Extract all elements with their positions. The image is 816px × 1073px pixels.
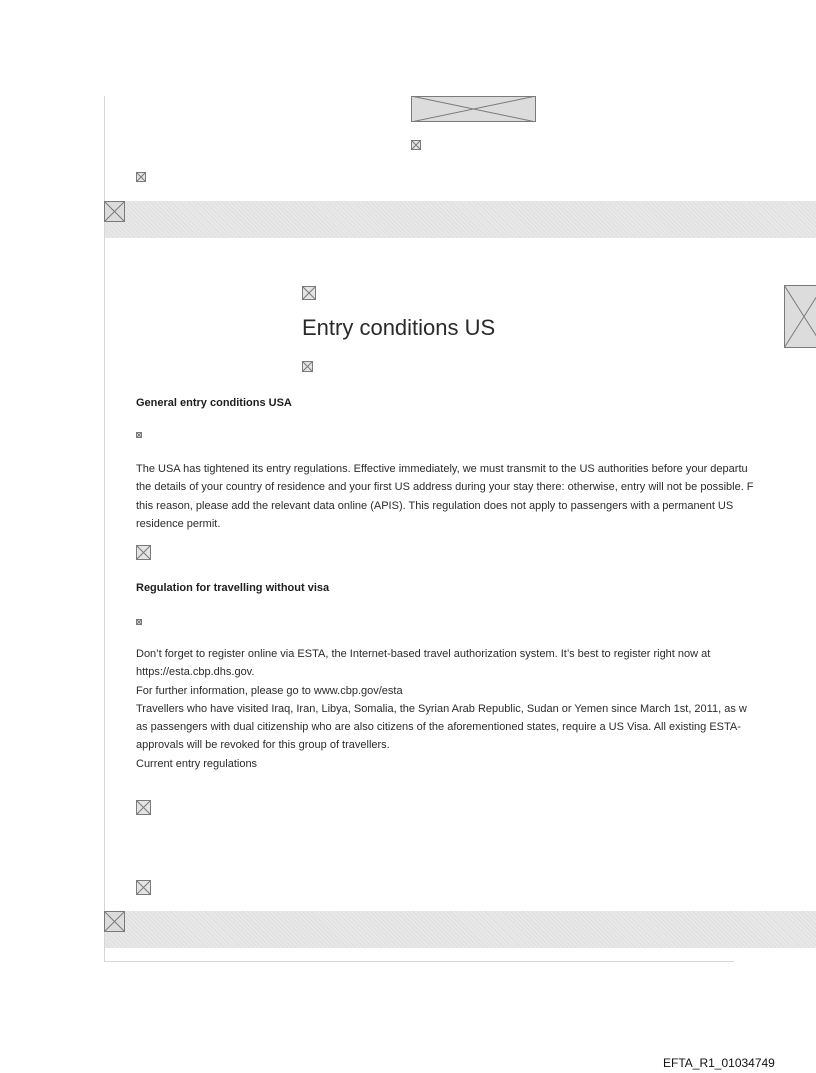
section-heading-general-entry: General entry conditions USA <box>136 397 292 409</box>
document-id-label: EFTA_R1_01034749 <box>663 1056 775 1070</box>
banner-broken-image-icon <box>104 201 125 222</box>
general-entry-paragraph <box>136 460 816 533</box>
side-image-broken-image-icon <box>784 285 816 348</box>
footer-broken-image-icon <box>104 911 125 932</box>
esta-link[interactable]: https://esta.cbp.dhs.gov. <box>136 666 255 679</box>
broken-image-icon <box>136 880 151 895</box>
cbp-info-link[interactable]: For further information, please go to www.cbp.gov/esta <box>136 684 403 697</box>
broken-image-icon <box>136 545 151 560</box>
current-regulations-link[interactable]: Current entry regulations <box>136 757 258 770</box>
page-frame-bottom-border <box>104 961 734 962</box>
paragraph-line: Don’t forget to register online via ESTA, the Internet-based travel authorization system. It’s best to register right now at <box>136 648 711 660</box>
paragraph-line: as passengers with dual citizenship who are also citizens of the aforementioned states, require a US Visa. All existing ESTA- <box>136 721 741 734</box>
paragraph-line: this reason, please add the relevant data online (APIS). This regulation does not apply to passengers with a permanent US <box>136 499 734 512</box>
broken-image-icon <box>136 432 142 438</box>
broken-image-icon <box>136 619 142 625</box>
broken-image-icon <box>302 361 313 372</box>
section-heading-visa-waiver: Regulation for travelling without visa <box>136 582 330 594</box>
paragraph-line: approvals will be revoked for this group of travellers. <box>136 739 390 752</box>
paragraph-line: the details of your country of residence and your first US address during your stay there: otherwise, entry will not be possible. F <box>136 481 754 494</box>
broken-image-icon <box>302 286 316 300</box>
visa-waiver-paragraph <box>136 645 816 773</box>
broken-image-icon <box>136 800 151 815</box>
paragraph-line: The USA has tightened its entry regulations. Effective immediately, we must transmit to the US authorities before your departu <box>136 463 748 475</box>
broken-image-icon <box>411 140 421 150</box>
header-banner-band <box>105 201 816 238</box>
header-logo-broken-image-icon <box>411 96 536 122</box>
paragraph-line: Travellers who have visited Iraq, Iran, Libya, Somalia, the Syrian Arab Republic, Sudan or Yemen since March 1st, 2011, as w <box>136 702 747 715</box>
footer-banner-band <box>105 911 816 948</box>
paragraph-line: residence permit. <box>136 517 221 530</box>
page-title: Entry conditions US <box>302 315 496 340</box>
broken-image-icon <box>136 172 146 182</box>
